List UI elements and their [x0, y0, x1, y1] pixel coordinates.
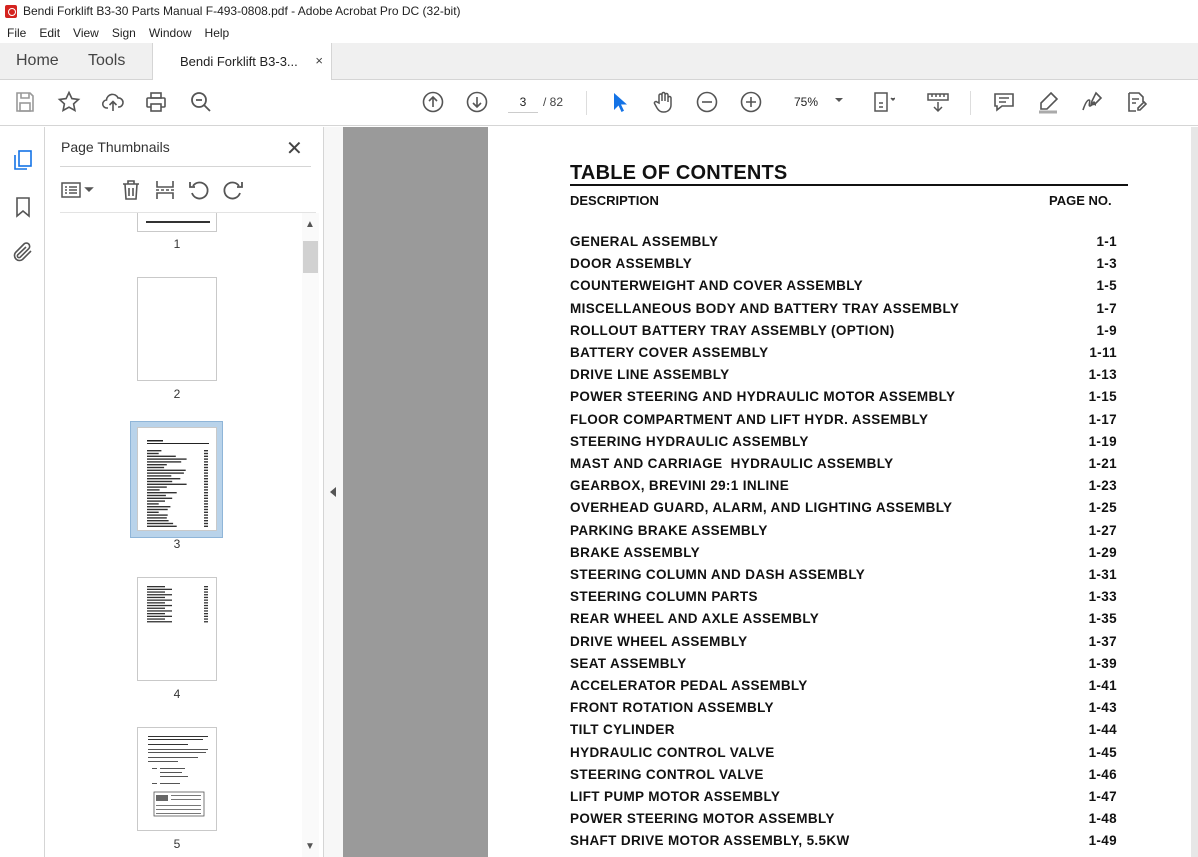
toolbar-divider [586, 91, 587, 115]
thumbnail-text-line [204, 509, 208, 510]
save-icon[interactable] [13, 90, 37, 114]
thumbnail-text-line [204, 506, 208, 507]
thumbnail-text-line [147, 500, 165, 501]
thumbnail-text-line [147, 461, 181, 462]
toc-entry-page: 1-43 [1088, 700, 1117, 716]
thumbnail-text-line [204, 591, 208, 592]
thumbnail-text-line [147, 621, 172, 622]
menu-sign[interactable]: Sign [111, 25, 136, 40]
toc-entry-page: 1-9 [1096, 322, 1117, 338]
toc-entry-page: 1-37 [1088, 633, 1117, 649]
thumbnail-text-line [204, 613, 208, 614]
toc-entry-description: STEERING HYDRAULIC ASSEMBLY [570, 433, 809, 449]
thumbnail-text-line [147, 602, 165, 603]
delete-page-icon[interactable] [119, 178, 143, 202]
thumbnail-text-line [204, 472, 208, 473]
toc-entry[interactable] [570, 500, 1117, 522]
page-thumbnail-1[interactable] [137, 212, 217, 232]
page-down-icon[interactable] [465, 90, 489, 114]
thumbnail-text-line [204, 618, 208, 619]
toc-entry[interactable] [570, 700, 1117, 722]
thumbnail-text-line [147, 594, 172, 595]
thumbnail-text-line [147, 450, 161, 451]
toc-entry[interactable] [570, 678, 1117, 700]
toc-entry-page: 1-49 [1088, 833, 1117, 849]
thumbnail-text-line [147, 589, 172, 590]
thumbnail-label: 2 [173, 387, 181, 401]
thumbnail-text-line [204, 489, 208, 490]
tab-bar [0, 43, 1198, 80]
toc-entry[interactable] [570, 656, 1117, 678]
toc-entry-description: PARKING BRAKE ASSEMBLY [570, 522, 768, 538]
toc-entry-description: GEARBOX, BREVINI 29:1 INLINE [570, 478, 790, 494]
toc-entry-description: COUNTERWEIGHT AND COVER ASSEMBLY [570, 278, 863, 294]
toc-entry[interactable] [570, 345, 1117, 367]
highlight-icon[interactable] [1036, 90, 1060, 114]
page-number-input[interactable]: 3 [508, 91, 538, 113]
thumbnail-text-line [204, 597, 208, 598]
menu-bar [0, 22, 1198, 43]
comment-icon[interactable] [992, 90, 1016, 114]
thumbnail-text-line [204, 621, 208, 622]
thumbnail-text-line [204, 594, 208, 595]
thumbnail-text-line [147, 608, 165, 609]
acrobat-icon [5, 5, 17, 18]
toc-entry[interactable] [570, 545, 1117, 567]
thumbnail-text-line [147, 481, 172, 482]
toc-entry-page: 1-31 [1088, 567, 1117, 582]
toc-entry[interactable] [570, 478, 1117, 500]
thumbnail-text-line [147, 489, 160, 490]
fill-sign-icon[interactable] [1124, 90, 1148, 114]
thumbnail-text-line [147, 456, 176, 457]
thumbnail-text-line [204, 458, 208, 459]
thumbnail-text-line [204, 456, 208, 457]
toc-entry-description: STEERING COLUMN PARTS [570, 589, 758, 605]
thumbnail-text-line [204, 600, 208, 601]
thumbnail-text-line [204, 453, 208, 454]
toc-entry-page: 1-48 [1088, 811, 1117, 827]
toc-entry-page: 1-21 [1088, 456, 1117, 471]
toc-entry-description: HYDRAULIC CONTROL VALVE [570, 744, 775, 760]
thumbnail-text-line [147, 514, 168, 515]
thumbnail-text-line [147, 506, 170, 507]
page-thumbnail-2[interactable] [137, 277, 217, 381]
thumbnail-text-line [147, 517, 167, 518]
toc-entry-description: STEERING COLUMN AND DASH ASSEMBLY [570, 567, 866, 582]
toc-entry[interactable] [570, 323, 1117, 345]
toc-entry-page: 1-23 [1088, 478, 1117, 494]
toc-entry[interactable] [570, 389, 1117, 411]
menu-help[interactable]: Help [204, 25, 230, 40]
toc-entry[interactable] [570, 234, 1117, 256]
thumbnail-text-line [147, 600, 172, 601]
toc-entry-description: GENERAL ASSEMBLY [570, 234, 719, 249]
zoom-in-icon[interactable] [739, 90, 763, 114]
zoom-search-icon[interactable] [189, 90, 213, 114]
title-rule [570, 184, 1128, 186]
toc-entry[interactable] [570, 567, 1117, 589]
toc-entry-page: 1-1 [1096, 234, 1117, 249]
thumbnail-text-line [147, 470, 186, 471]
hand-icon[interactable] [651, 90, 675, 114]
thumbnail-text-line [204, 492, 208, 493]
thumbnail-text-line [204, 610, 208, 611]
menu-view[interactable]: View [73, 25, 99, 40]
thumbnail-text-line [204, 608, 208, 609]
thumbnail-text-line [204, 478, 208, 479]
toc-entry-description: STEERING CONTROL VALVE [570, 766, 764, 782]
window-title: Bendi Forklift B3-30 Parts Manual F-493-0808.pdf - Adobe Acrobat Pro DC (32-bit) [23, 4, 461, 18]
toc-entry-page: 1-11 [1089, 345, 1117, 360]
thumbnail-text-line [204, 484, 208, 485]
fit-page-icon[interactable] [871, 90, 895, 114]
thumbnail-options-icon[interactable] [60, 178, 96, 202]
thumbnail-text-line [147, 610, 172, 611]
close-panel-icon[interactable]: ✕ [286, 138, 303, 160]
document-view[interactable] [343, 127, 1198, 857]
toolbar [0, 80, 1198, 126]
thumbnail-text-line [147, 486, 167, 487]
print-icon[interactable] [144, 90, 168, 114]
thumbnail-toc-lines [138, 428, 218, 532]
panel-divider [60, 166, 311, 167]
thumbnails-panel [46, 127, 323, 857]
thumbnail-text-line [204, 495, 208, 496]
thumbnail-list [60, 212, 316, 857]
thumbnail-text-line [204, 517, 208, 518]
thumbnail-text-line [147, 458, 187, 459]
thumbnail-text-line [147, 616, 172, 617]
tab-document-label: Bendi Forklift B3-3... [180, 54, 298, 69]
toc-entry-page: 1-15 [1088, 389, 1117, 405]
toc-entry-page: 1-47 [1088, 789, 1117, 804]
thumbnail-text-line [204, 520, 208, 521]
thumbnail-text-line [147, 591, 165, 592]
thumbnail-page-lines [138, 578, 218, 682]
toc-title: TABLE OF CONTENTS [570, 162, 788, 184]
toc-entry-description: DRIVE WHEEL ASSEMBLY [570, 633, 748, 649]
thumbnail-text-line [204, 526, 208, 527]
thumbnail-text-line [204, 605, 208, 606]
toolbar-divider [970, 91, 971, 115]
title-bar [0, 0, 1198, 22]
thumbnail-text-line [147, 495, 166, 496]
menu-file[interactable]: File [7, 25, 27, 40]
thumbnail-text-line [147, 586, 165, 587]
toc-entry[interactable] [570, 833, 1117, 855]
thumbnail-text-line [147, 467, 164, 468]
thumbnail-text-line [147, 597, 165, 598]
zoom-dropdown-icon[interactable] [832, 93, 846, 107]
thumbnail-text-line [147, 498, 172, 499]
thumbnail-text-line [147, 613, 165, 614]
rotate-clockwise-icon[interactable] [221, 178, 245, 202]
toc-entry-description: MISCELLANEOUS BODY AND BATTERY TRAY ASSEMBLY [570, 300, 960, 316]
toc-entry-description: REAR WHEEL AND AXLE ASSEMBLY [570, 611, 820, 627]
toc-entry-description: ACCELERATOR PEDAL ASSEMBLY [570, 678, 808, 693]
zoom-out-icon[interactable] [695, 90, 719, 114]
pdf-page [488, 127, 1191, 857]
bookmark-star-icon[interactable] [57, 90, 81, 114]
thumbnail-text-line [147, 475, 171, 476]
thumbnail-text-line [204, 500, 208, 501]
toc-entry-page: 1-13 [1088, 367, 1117, 383]
thumbnail-text-line [204, 481, 208, 482]
toc-entry-description: SEAT ASSEMBLY [570, 655, 687, 671]
thumbnail-text-line [204, 514, 208, 515]
bookmarks-icon[interactable] [11, 195, 35, 219]
toc-entry-page: 1-35 [1088, 611, 1117, 627]
toc-entry-description: BATTERY COVER ASSEMBLY [570, 345, 769, 360]
toc-entry[interactable] [570, 367, 1117, 389]
thumbnail-text-line [147, 618, 165, 619]
scroll-mode-icon[interactable] [926, 90, 950, 114]
toc-entry[interactable] [570, 434, 1117, 456]
toc-entry[interactable] [570, 634, 1117, 656]
thumbnail-text-line [204, 475, 208, 476]
thumbnail-label: 1 [173, 237, 181, 251]
thumbnail-text-line [204, 464, 208, 465]
toc-entry-description: LIFT PUMP MOTOR ASSEMBLY [570, 789, 781, 804]
rotate-counterclockwise-icon[interactable] [187, 178, 211, 202]
toc-entry-page: 1-27 [1088, 522, 1117, 538]
toc-entry-page: 1-3 [1096, 256, 1117, 272]
thumbnail-text-line [147, 523, 173, 524]
toc-entry-page: 1-39 [1088, 655, 1117, 671]
thumbnail-text-line [147, 605, 172, 606]
thumbnail-text-line [204, 467, 208, 468]
toc-entry-description: ROLLOUT BATTERY TRAY ASSEMBLY (OPTION) [570, 322, 895, 338]
thumbnail-text-line [204, 461, 208, 462]
thumbnail-text-line [147, 478, 180, 479]
thumbnail-text-line [204, 498, 208, 499]
page-thumbnail-5[interactable] [137, 727, 217, 831]
toc-entry[interactable] [570, 811, 1117, 833]
toc-entry-description: POWER STEERING MOTOR ASSEMBLY [570, 811, 835, 827]
toc-entry-description: OVERHEAD GUARD, ALARM, AND LIGHTING ASSEMBLY [570, 500, 953, 516]
thumbnail-text-line [204, 503, 208, 504]
document-scrollbar[interactable] [1191, 127, 1198, 857]
page-total: / 82 [543, 95, 564, 109]
page-thumbnail-4[interactable] [137, 577, 217, 681]
thumbnail-text-line [204, 486, 208, 487]
page-number-header: PAGE NO. [1049, 193, 1112, 208]
menu-edit[interactable]: Edit [39, 25, 61, 40]
toc-entry-page: 1-33 [1088, 589, 1117, 605]
toc-entry[interactable] [570, 456, 1117, 478]
close-tab-icon[interactable]: × [315, 53, 323, 68]
scroll-up-arrow-icon[interactable]: ▲ [305, 219, 315, 230]
panel-splitter[interactable] [323, 127, 343, 857]
menu-window[interactable]: Window [148, 25, 192, 40]
toc-entry[interactable] [570, 611, 1117, 633]
toc-entry-page: 1-17 [1088, 411, 1117, 427]
toc-entry-description: MAST AND CARRIAGE HYDRAULIC ASSEMBLY [570, 456, 894, 471]
thumbnail-text-line [147, 464, 167, 465]
thumbnail-text-line [204, 470, 208, 471]
thumbnail-text-line [204, 523, 208, 524]
thumbnail-line [146, 221, 210, 223]
toc-entry-description: DOOR ASSEMBLY [570, 256, 693, 272]
thumbnail-text-line [147, 509, 168, 510]
page-thumbnails-icon[interactable] [11, 148, 35, 172]
tab-home[interactable]: Home [16, 52, 59, 69]
toc-entry-page: 1-45 [1088, 744, 1117, 760]
thumbnail-text-line [204, 602, 208, 603]
toc-entry[interactable] [570, 722, 1117, 744]
toc-entry[interactable] [570, 767, 1117, 789]
thumbnail-page-lines [138, 728, 218, 832]
thumbnail-label: 4 [173, 687, 181, 701]
toc-entry-page: 1-44 [1088, 722, 1117, 738]
sign-icon[interactable] [1080, 90, 1104, 114]
thumbnail-text-line [204, 589, 208, 590]
thumbnail-text-line [147, 526, 177, 527]
page-up-icon[interactable] [421, 90, 445, 114]
thumbnail-text-line [204, 586, 208, 587]
thumbnail-text-line [147, 453, 159, 454]
toc-entry-description: SHAFT DRIVE MOTOR ASSEMBLY, 5.5KW [570, 833, 850, 849]
toc-entry-page: 1-5 [1096, 278, 1117, 294]
scroll-down-arrow-icon[interactable]: ▼ [305, 841, 315, 852]
thumbnail-label: 3 [173, 537, 181, 551]
thumbnail-text-line [147, 492, 177, 493]
upload-icon[interactable] [101, 90, 125, 114]
thumbnail-label: 5 [173, 837, 181, 851]
toc-entry-page: 1-7 [1096, 300, 1117, 316]
toc-entry-description: FRONT ROTATION ASSEMBLY [570, 700, 774, 716]
thumbnail-text-line [147, 484, 187, 485]
thumbnail-text-line [147, 512, 159, 513]
toc-entry[interactable] [570, 412, 1117, 434]
toc-entry-page: 1-29 [1088, 544, 1117, 560]
panel-title: Page Thumbnails [61, 139, 170, 155]
thumbnail-text-line [204, 616, 208, 617]
toc-entry-description: BRAKE ASSEMBLY [570, 544, 700, 560]
thumbnail-text-line [204, 450, 208, 451]
toc-entry[interactable] [570, 745, 1117, 767]
toc-entry[interactable] [570, 789, 1117, 811]
toc-entry-page: 1-41 [1088, 678, 1117, 693]
scrollbar-thumb[interactable] [303, 241, 318, 273]
toc-entry-page: 1-25 [1088, 500, 1117, 516]
collapse-panel-icon[interactable] [330, 487, 336, 497]
left-rail [0, 127, 45, 857]
attachments-icon[interactable] [11, 240, 35, 264]
toc-entry-description: DRIVE LINE ASSEMBLY [570, 367, 730, 383]
toc-entry[interactable] [570, 278, 1117, 300]
thumbnail-scrollbar[interactable] [302, 213, 319, 857]
toc-entry-page: 1-19 [1088, 433, 1117, 449]
thumbnail-text-line [147, 503, 159, 504]
tab-tools[interactable]: Tools [88, 52, 126, 69]
toc-entry-description: POWER STEERING AND HYDRAULIC MOTOR ASSEMBLY [570, 389, 956, 405]
toc-entry[interactable] [570, 589, 1117, 611]
toc-entry-description: FLOOR COMPARTMENT AND LIFT HYDR. ASSEMBLY [570, 411, 929, 427]
tab-document[interactable] [152, 43, 332, 80]
toc-entry[interactable] [570, 523, 1117, 545]
toc-entry-description: TILT CYLINDER [570, 722, 675, 738]
toc-entry-page: 1-46 [1088, 766, 1117, 782]
thumbnail-text-line [147, 520, 169, 521]
toc-entry[interactable] [570, 301, 1117, 323]
toc-entry[interactable] [570, 256, 1117, 278]
extract-page-icon[interactable] [153, 178, 177, 202]
page-thumbnail-3[interactable] [137, 427, 217, 531]
thumbnail-text-line [147, 472, 184, 473]
select-cursor-icon[interactable] [607, 90, 631, 114]
description-header: DESCRIPTION [570, 193, 659, 208]
thumbnail-text-line [204, 512, 208, 513]
zoom-level-select[interactable]: 75% [793, 95, 819, 109]
